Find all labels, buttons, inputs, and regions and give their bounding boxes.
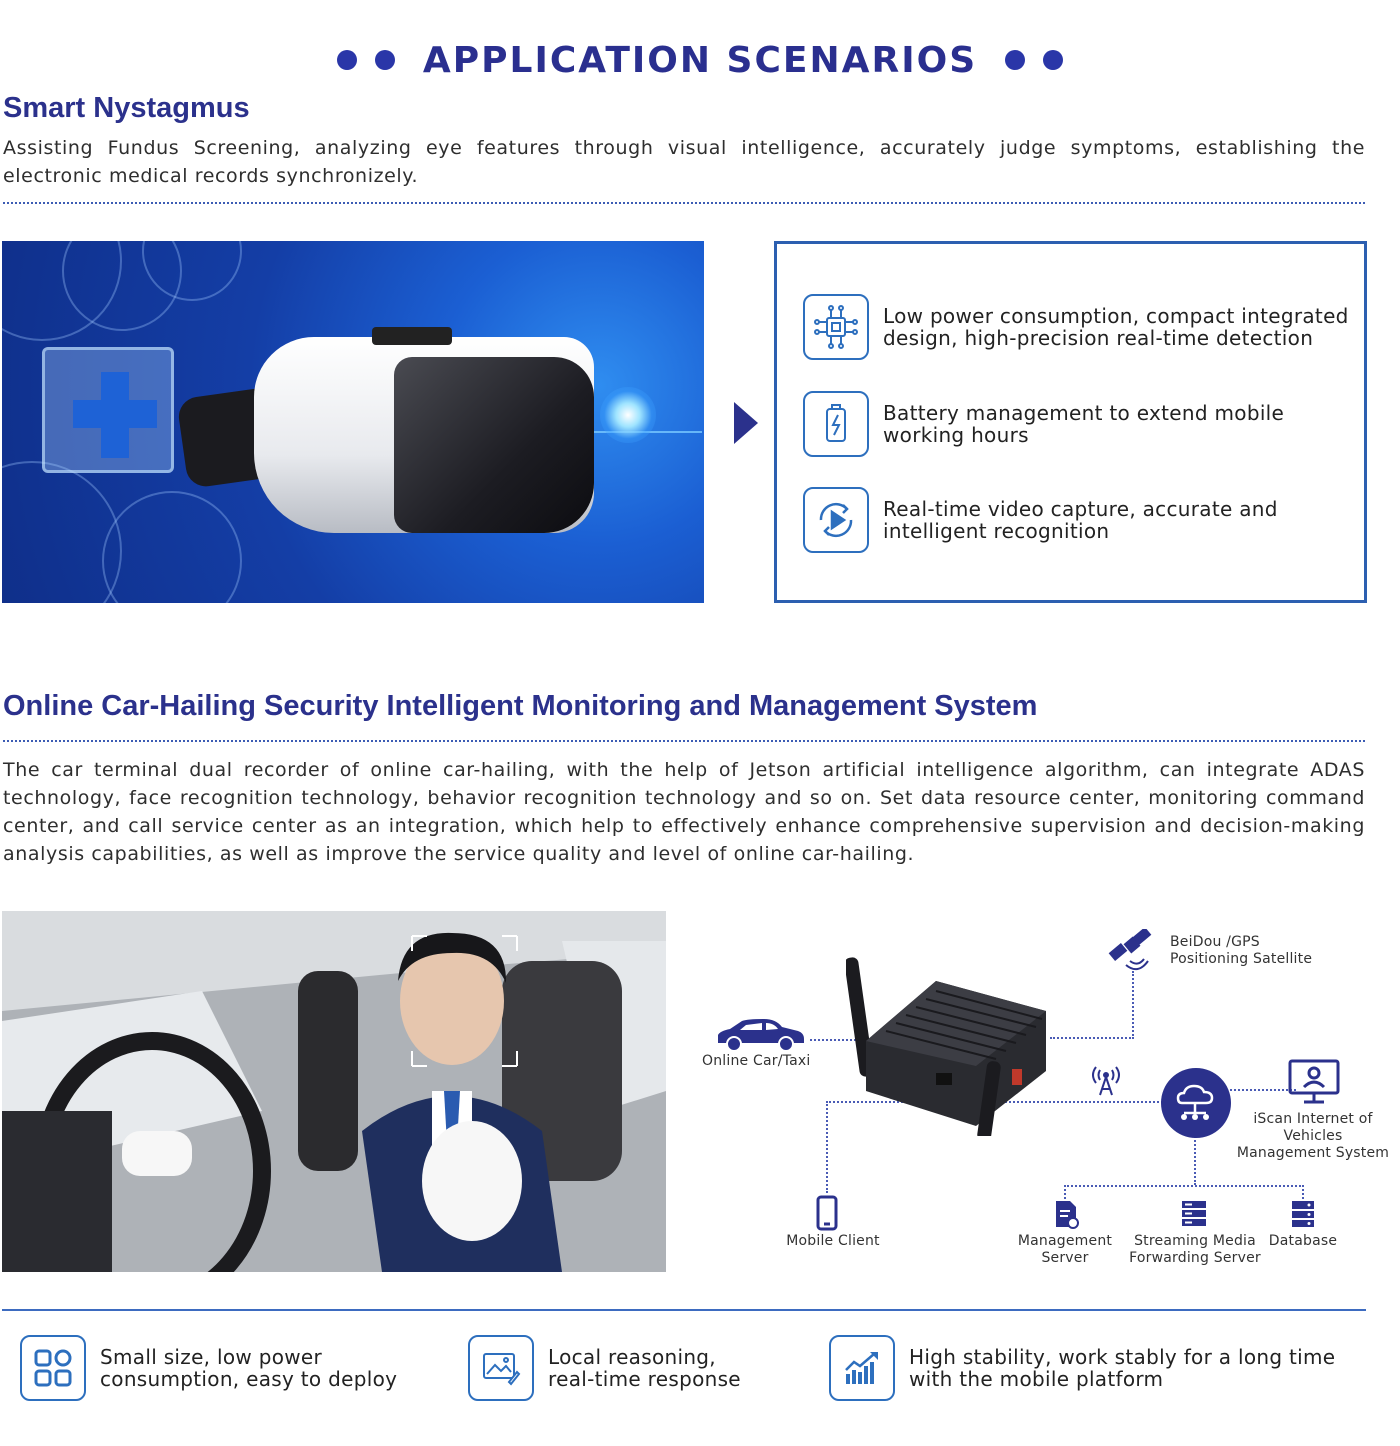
bottom-feature-text: Small size, low power consumption, easy to deploy (100, 1345, 398, 1391)
mobile-phone-icon (816, 1195, 838, 1236)
iscan-label: iScan Internet of Vehicles Management System (1236, 1111, 1390, 1161)
mobile-label: Mobile Client (786, 1233, 880, 1249)
dot-icon (1005, 50, 1025, 70)
bottom-feature-item (829, 1335, 1335, 1401)
database-label: Database (1268, 1233, 1338, 1249)
streaming-server-label: Streaming Media Forwarding Server (1129, 1233, 1261, 1266)
arrow-right-icon (734, 402, 758, 444)
management-server-icon (1054, 1199, 1080, 1234)
page-header (0, 30, 1400, 90)
satellite-icon (1108, 929, 1156, 978)
streaming-server-icon (1180, 1199, 1208, 1234)
chart-up-icon (829, 1335, 895, 1401)
vr-headset-image (2, 241, 704, 603)
medical-kit-icon (42, 347, 174, 473)
monitor-user-icon (1288, 1059, 1340, 1110)
features-panel (774, 241, 1367, 603)
divider (2, 1309, 1366, 1311)
chip-icon (803, 294, 869, 360)
management-server-label: Management Server (1017, 1233, 1113, 1266)
dot-icon (1043, 50, 1063, 70)
bottom-feature-item (20, 1335, 397, 1401)
edge-device-image (846, 951, 1066, 1141)
grid-icon (20, 1335, 86, 1401)
car-label: Online Car/Taxi (702, 1053, 811, 1069)
feature-item (803, 294, 1349, 360)
header-dots-right (1005, 50, 1063, 70)
section-title-nystagmus: Smart Nystagmus (3, 92, 250, 124)
car-icon (714, 1017, 806, 1058)
database-icon (1290, 1199, 1316, 1234)
divider (3, 202, 1365, 204)
header-dots-left (337, 50, 395, 70)
satellite-label: BeiDou /GPS Positioning Satellite (1170, 934, 1313, 967)
dot-icon (337, 50, 357, 70)
system-diagram (680, 911, 1400, 1281)
page-title: APPLICATION SCENARIOS (422, 39, 978, 81)
battery-icon (803, 391, 869, 457)
signal-tower-icon (1088, 1061, 1124, 1102)
bottom-feature-text: Local reasoning, real-time response (548, 1345, 741, 1391)
feature-text: Real-time video capture, accurate and intelligent recognition (883, 497, 1278, 543)
driver-photo (2, 911, 666, 1272)
feature-text: Battery management to extend mobile working hours (883, 401, 1285, 447)
feature-item (803, 487, 1278, 553)
section-description-car-hailing: The car terminal dual recorder of online car-hailing, with the help of Jetson artificial intelligence algorithm, can integrate ADAS technology, face recognition technology, behavior recognition technology and so on. Set data resource center, monitoring command center, and call service center as an integration, which help to effectively enhance comprehensive supervision and decision-making analysis capabilities, as well as improve the service quality and level of online car-hailing. (3, 759, 1365, 865)
dot-icon (375, 50, 395, 70)
image-edit-icon (468, 1335, 534, 1401)
section-description-nystagmus: Assisting Fundus Screening, analyzing eye features through visual intelligence, accurately judge symptoms, establishing the electronic medical records synchronizely. (3, 137, 1365, 187)
play-icon (803, 487, 869, 553)
bottom-feature-item (468, 1335, 741, 1401)
section-title-car-hailing: Online Car-Hailing Security Intelligent Monitoring and Management System (3, 690, 1038, 722)
feature-text: Low power consumption, compact integrated design, high-precision real-time detection (883, 304, 1349, 350)
feature-item (803, 391, 1284, 457)
bottom-feature-text: High stability, work stably for a long time with the mobile platform (909, 1345, 1336, 1391)
divider (3, 740, 1365, 742)
cloud-hub-icon (1160, 1067, 1232, 1144)
